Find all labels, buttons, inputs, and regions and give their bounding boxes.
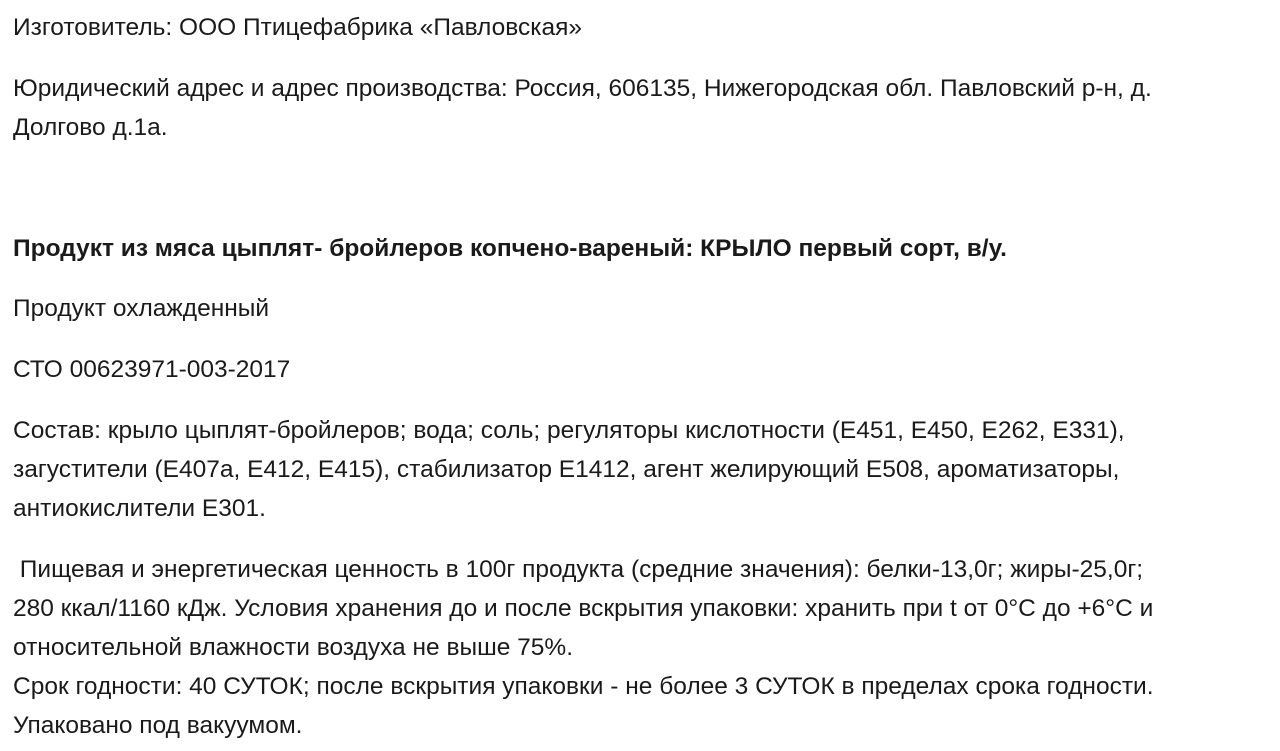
nutrition-line-2: 280 ккал/1160 кДж. Условия хранения до и после вскрытия упаковки: хранить при t от 0°С до +6°С и: [13, 595, 1154, 622]
address-line-1: Юридический адрес и адрес производства: Россия, 606135, Нижегородская обл. Павловский р-н, д.: [13, 75, 1152, 102]
composition-line-1: Состав: крыло цыплят-бройлеров; вода; соль; регуляторы кислотности (Е451, Е450, Е262, Е331),: [13, 417, 1125, 444]
nutrition-line-1: Пищевая и энергетическая ценность в 100г продукта (средние значения): белки-13,0г; жиры-25,0г;: [13, 556, 1144, 583]
address-line-2: Долгово д.1а.: [13, 114, 168, 141]
composition-line-3: антиокислители Е301.: [13, 495, 266, 522]
packaging-text: Упаковано под вакуумом.: [13, 712, 303, 739]
manufacturer-text: Изготовитель: ООО Птицефабрика «Павловская»: [13, 14, 583, 41]
product-title: Продукт из мяса цыплят- бройлеров копчено-вареный: КРЫЛО первый сорт, в/у.: [13, 235, 1007, 262]
standard-text: СТО 00623971-003-2017: [13, 356, 291, 383]
shelf-life-text: Срок годности: 40 СУТОК; после вскрытия упаковки - не более 3 СУТОК в пределах срока годности.: [13, 673, 1154, 700]
composition-line-2: загустители (Е407а, Е412, Е415), стабилизатор Е1412, агент желирующий Е508, ароматизаторы,: [13, 456, 1120, 483]
nutrition-line-3: относительной влажности воздуха не выше 75%.: [13, 634, 574, 661]
product-state-text: Продукт охлажденный: [13, 295, 270, 322]
